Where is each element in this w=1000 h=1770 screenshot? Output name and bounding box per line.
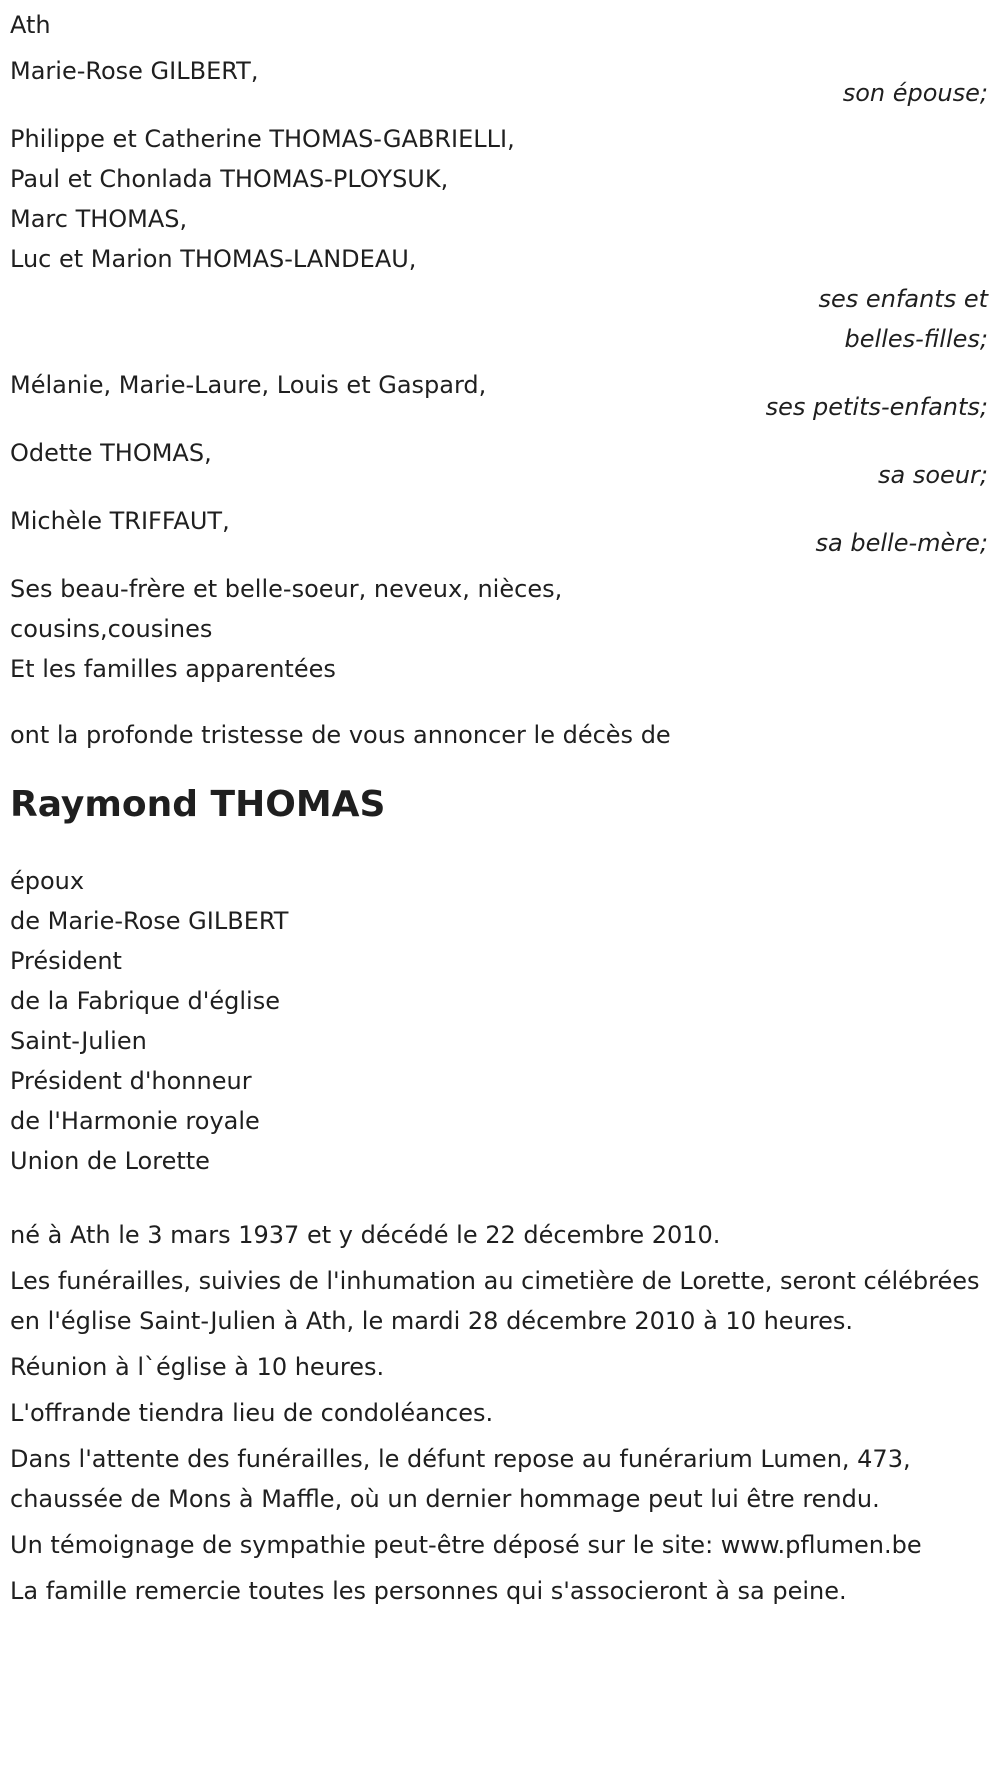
family-group-mother-in-law xyxy=(10,501,990,563)
family-role-line: son épouse; xyxy=(842,79,988,107)
family-member-name: Odette THOMAS, xyxy=(10,439,212,467)
family-member-name: Philippe et Catherine THOMAS-GABRIELLI, xyxy=(10,125,515,153)
title-line: de Marie-Rose GILBERT xyxy=(10,907,289,935)
family-group-sister xyxy=(10,433,990,495)
family-role-line: ses enfants et xyxy=(818,285,988,313)
funerarium-paragraph: Dans l'attente des funérailles, le défunt repose au funérarium Lumen, 473, chaussée de Mons à Maffle, où un dernier hommage peut lui être rendu. xyxy=(10,1445,911,1513)
deceased-name: Raymond THOMAS xyxy=(10,784,386,825)
family-role-line: ses petits-enfants; xyxy=(765,393,988,421)
extended-family-line: cousins,cousines xyxy=(10,615,213,643)
birth-death-paragraph: né à Ath le 3 mars 1937 et y décédé le 22 décembre 2010. xyxy=(10,1221,721,1249)
family-role xyxy=(10,279,990,359)
title-line: Président xyxy=(10,947,122,975)
family-role-line: sa soeur; xyxy=(878,461,988,489)
title-line: Union de Lorette xyxy=(10,1147,210,1175)
gathering-paragraph: Réunion à l`église à 10 heures. xyxy=(10,1353,385,1381)
offering-paragraph: L'offrande tiendra lieu de condoléances. xyxy=(10,1399,494,1427)
title-line: de l'Harmonie royale xyxy=(10,1107,260,1135)
family-member-name: Michèle TRIFFAUT, xyxy=(10,507,230,535)
family-role-line: belles-filles; xyxy=(844,325,988,353)
title-line: Saint-Julien xyxy=(10,1027,147,1055)
title-line: de la Fabrique d'église xyxy=(10,987,280,1015)
title-line: époux xyxy=(10,867,85,895)
deceased-titles xyxy=(10,861,1000,1181)
title-line: Président d'honneur xyxy=(10,1067,252,1095)
announcement-text: ont la profonde tristesse de vous annoncer le décès de xyxy=(10,721,671,749)
funeral-paragraph: Les funérailles, suivies de l'inhumation au cimetière de Lorette, seront célébrées en l'église Saint-Julien à Ath, le mardi 28 décembre 2010 à 10 heures. xyxy=(10,1267,980,1335)
family-group-children xyxy=(10,119,990,359)
extended-family-line: Et les familles apparentées xyxy=(10,655,336,683)
family-group-spouse xyxy=(10,51,990,113)
family-group-grandchildren xyxy=(10,365,990,427)
extended-family-line: Ses beau-frère et belle-soeur, neveux, nièces, xyxy=(10,575,563,603)
family-member-name: Marc THOMAS, xyxy=(10,205,188,233)
thanks-paragraph: La famille remercie toutes les personnes qui s'associeront à sa peine. xyxy=(10,1577,847,1605)
family-member-name: Mélanie, Marie-Laure, Louis et Gaspard, xyxy=(10,371,487,399)
place-name: Ath xyxy=(10,11,51,39)
family-member-name: Paul et Chonlada THOMAS-PLOYSUK, xyxy=(10,165,449,193)
family-member-name: Luc et Marion THOMAS-LANDEAU, xyxy=(10,245,417,273)
family-role-line: sa belle-mère; xyxy=(815,529,988,557)
extended-family xyxy=(10,569,990,689)
sympathy-paragraph: Un témoignage de sympathie peut-être déposé sur le site: www.pflumen.be xyxy=(10,1531,922,1559)
family-member-name: Marie-Rose GILBERT, xyxy=(10,57,259,85)
